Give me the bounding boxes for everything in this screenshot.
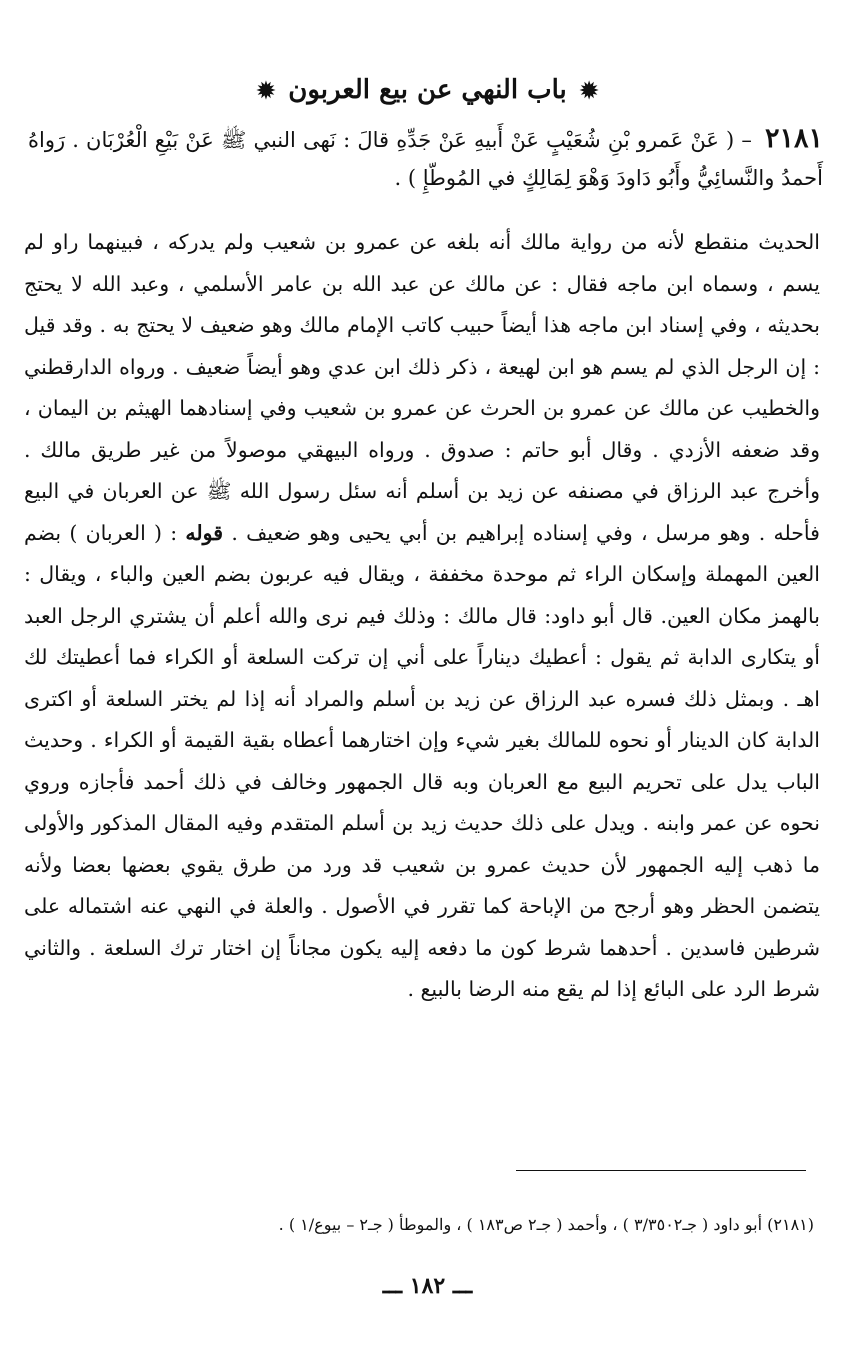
star-ornament-icon: ✹ — [579, 78, 599, 104]
star-ornament-icon: ✹ — [256, 78, 276, 104]
commentary — [24, 222, 820, 1011]
commentary-keyword: قوله — [185, 520, 224, 545]
footnote: (٢١٨١) أبو داود ( جـ٣/٣٥٠٢ ) ، وأحمد ( جـ٢ ص١٨٣ ) ، والموطأ ( جـ٢ – بيوع/١ ) . — [278, 1215, 814, 1234]
hadith-text — [28, 120, 823, 197]
chapter-title-text: باب النهي عن بيع العربون — [288, 75, 567, 105]
commentary-part-2: : ( العربان ) بضم العين المهملة وإسكان الراء ثم موحدة مخففة ، ويقال فيه عربون بضم العين والباء ، ويقال : بالهمز مكان العين. قال أبو داود: قال مالك : وذلك فيم نرى والله أعلم أن يشتري الرجل العبد أو يتكارى الدابة ثم يقول : أعطيك ديناراً على أني إن تركت السلعة أو الكراء فما أعطيتك لك اهـ . وبمثل ذلك فسره عبد الرزاق عن زيد بن أسلم والمراد أنه إذا لم يختر السلعة أو اكترى الدابة كان الدينار أو نحوه للمالك بغير شيء وإن اختارهما أعطاه بقية القيمة أو الكراء . وحديث الباب يدل على تحريم البيع مع العربان وبه قال الجمهور وخالف في ذلك أحمد فأجازه وروي نحوه عن عمر وابنه . ويدل على ذلك حديث زيد بن أسلم المتقدم وفيه المقال المذكور والأولى ما ذهب إليه الجمهور لأن حديث عمرو بن شعيب قد ورد من طرق يقوي بعضها بعضا ولأنه يتضمن الحظر وهو أرجح من الإباحة كما تقرر في الأصول . والعلة في النهي عنه اشتماله على شرطين فاسدين . أحدهما شرط كون ما دفعه إليه يكون مجاناً إن اختار ترك السلعة . والثاني شرط الرد على البائع إذا لم يقع منه الرضا بالبيع . — [24, 520, 820, 1001]
footnote-separator — [516, 1170, 806, 1171]
page-number: ـــ ١٨٢ ـــ — [382, 1273, 473, 1299]
hadith-body: – ( عَنْ عَمرو بْنِ شُعَيْبٍ عَنْ أَبيهِ عَنْ جَدِّهِ قالَ : نَهى النبي ﷺ عَنْ بَيْعِ الْعُرْبَان . رَواهُ أَحمدُ والنَّسائِيُّ وأَبُو دَاودَ وَهْوَ لِمَالِكٍ في المُوطّإِ ) . — [28, 128, 823, 190]
commentary-part-1: الحديث منقطع لأنه من رواية مالك أنه بلغه عن عمرو بن شعيب ولم يدركه ، فبينهما راو لم يسم ، وسماه ابن ماجه فقال : عن مالك عن عبد الله بن عامر الأسلمي ، وعبد الله لا يحتج بحديثه ، وفي إسناد ابن ماجه هذا أيضاً حبيب كاتب الإمام مالك وهو ضعيف لا يحتج به . وقد قيل : إن الرجل الذي لم يسم هو ابن لهيعة ، ذكر ذلك ابن عدي وهو أيضاً ضعيف . ورواه الدارقطني والخطيب عن مالك عن عمرو بن الحرث عن عمرو بن شعيب وفي إسنادهما الهيثم بن اليمان ، وقد ضعفه الأزدي . وقال أبو حاتم : صدوق . ورواه البيهقي موصولاً من غير طريق مالك . وأخرج عبد الرزاق في مصنفه عن زيد بن أسلم أنه سئل رسول الله ﷺ عن العربان في البيع فأحله . وهو مرسل ، وفي إسناده إبراهيم بن أبي يحيى وهو ضعيف . — [24, 230, 820, 545]
chapter-title — [0, 70, 855, 111]
hadith-number: ٢١٨١ — [764, 123, 823, 154]
